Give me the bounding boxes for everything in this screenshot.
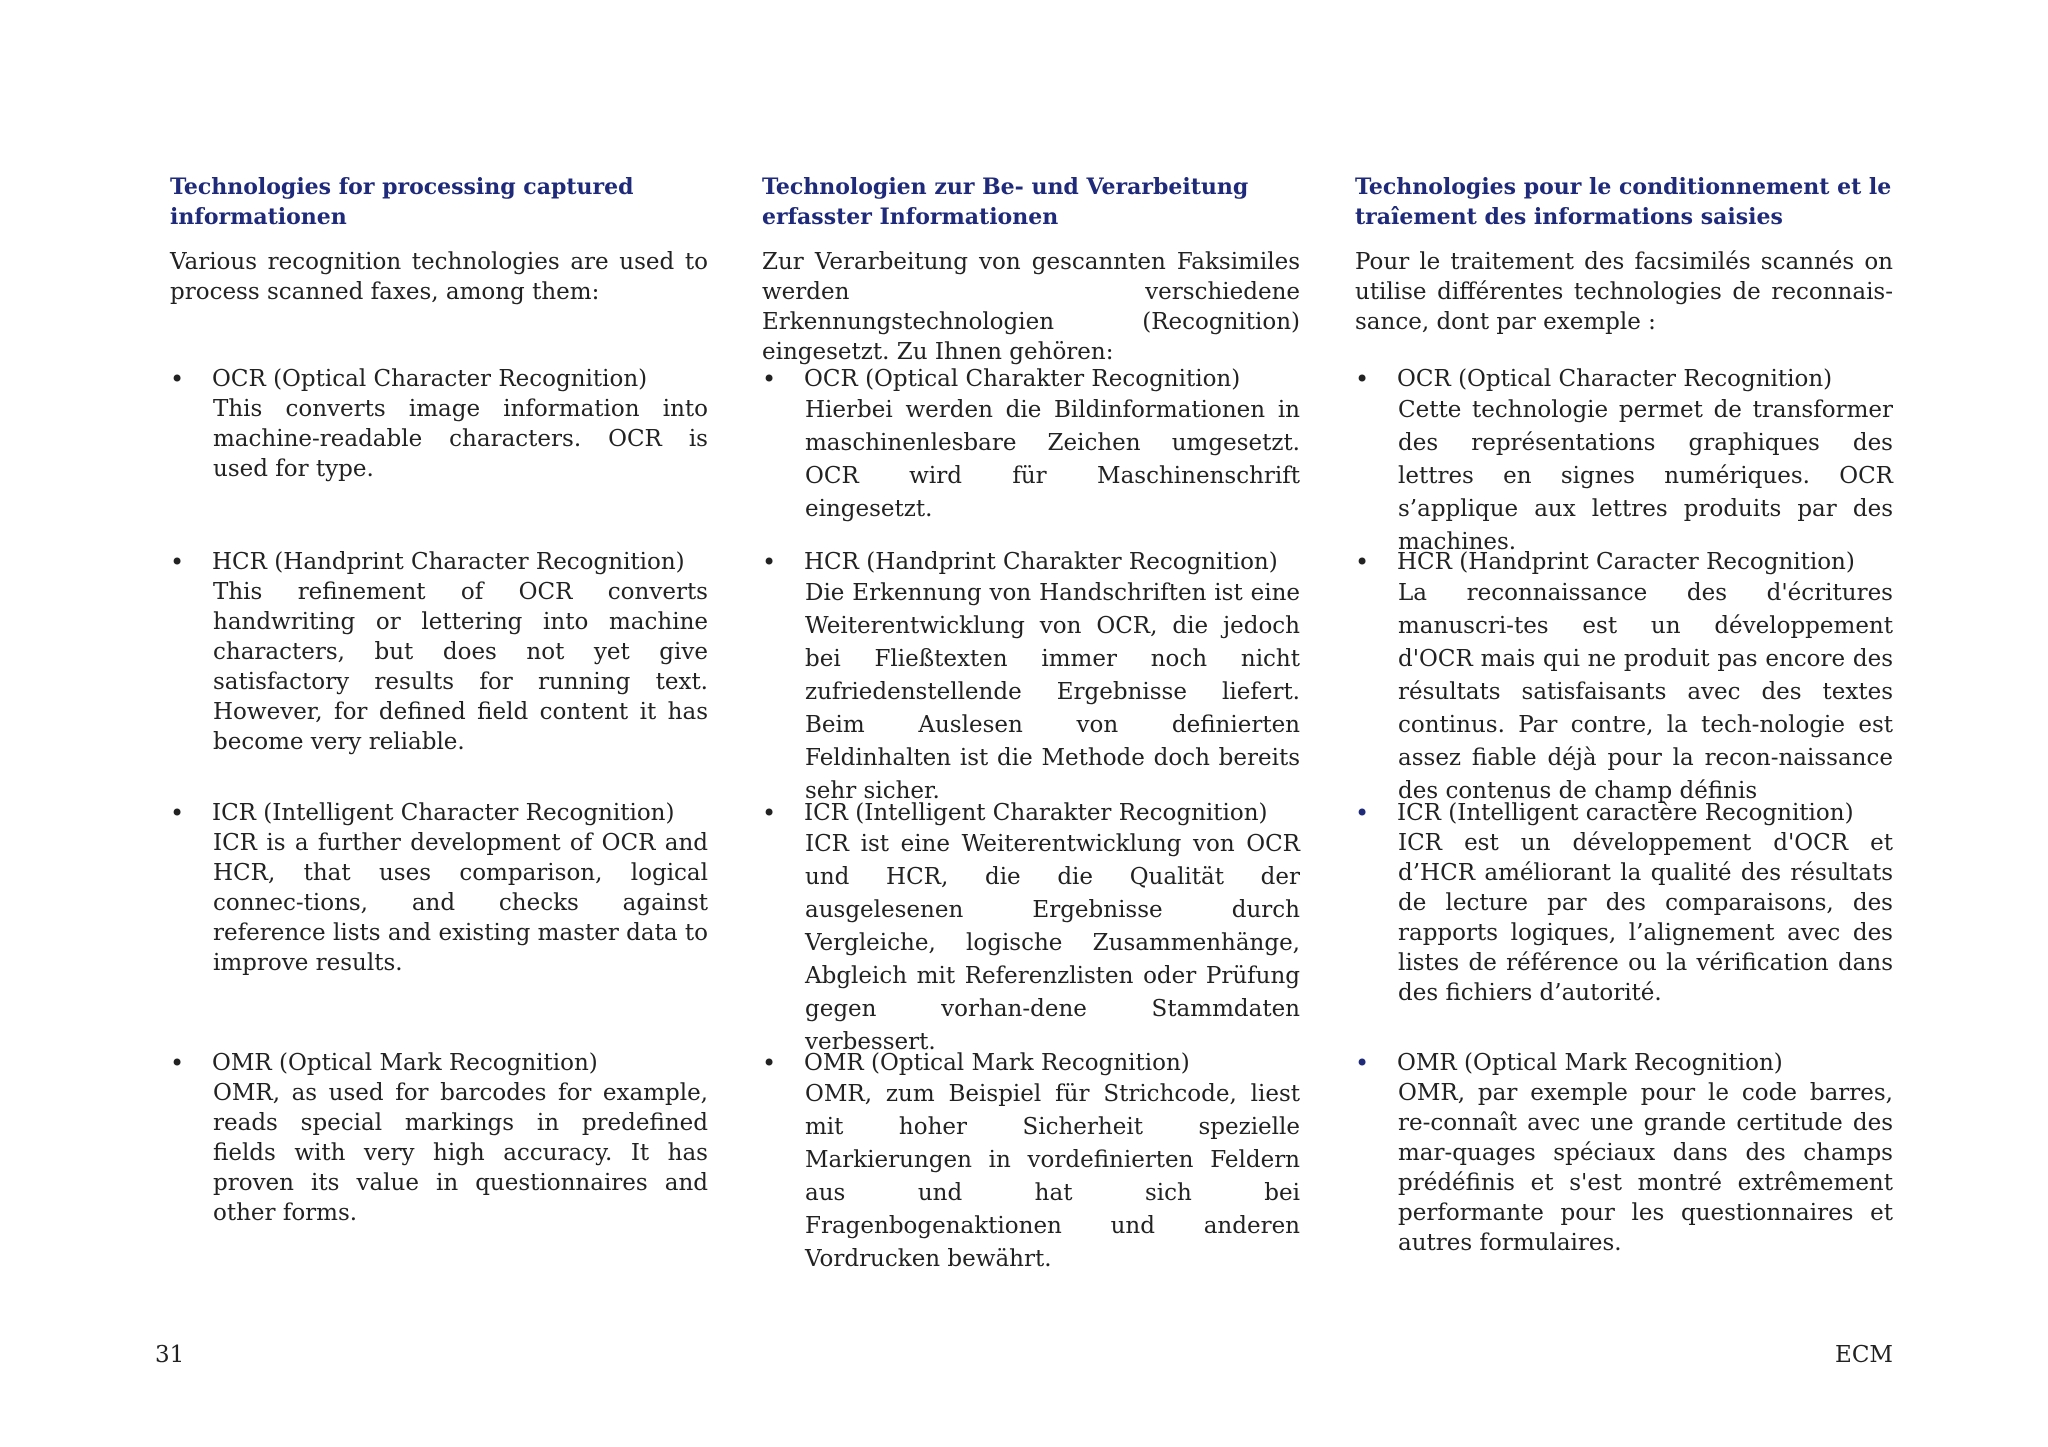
heading-english: Technologies for processing captured informationen (170, 174, 634, 230)
bullet-icon: • (762, 365, 777, 393)
bullet-icon: • (170, 365, 185, 393)
bullet-icon: • (170, 799, 185, 827)
item-text: OMR, par exemple pour le code barres, re-connaît avec une grande certitude des mar-quages spéciaux dans des champs prédéfinis et s'est montré extrêmement performante pour les questionnaires et autres formulaires. (1398, 1080, 1893, 1256)
item-text: This refinement of OCR converts handwriting or lettering into machine characters, but does not yet give satisfactory results for running text. However, for defined field content it has become very reliable. (213, 579, 708, 755)
bullet-icon: • (762, 548, 777, 576)
heading-german: Technologien zur Be- und Verarbeitung erfasster Informationen (762, 174, 1249, 230)
item-text: Hierbei werden die Bildinformationen in maschinenlesbare Zeichen umgesetzt. OCR wird für Maschinenschrift eingesetzt. (805, 397, 1300, 522)
item-title: OCR (Optical Character Recognition) (1397, 366, 1833, 392)
heading-french: Technologies pour le conditionnement et le traîement des informations saisies (1355, 174, 1892, 230)
column-english (170, 172, 708, 1226)
item-title: OCR (Optical Character Recognition) (212, 366, 648, 392)
list-item-hcr-french (1355, 547, 1893, 808)
list-item-ocr-french (1355, 364, 1893, 559)
bullet-icon: • (1355, 365, 1370, 393)
item-text: ICR is a further development of OCR and HCR, that uses comparison, logical connec-tions, and checks against reference lists and existing master data to improve results. (213, 830, 708, 976)
list-item-omr-german (762, 1048, 1300, 1276)
intro-english: Various recognition technologies are used to process scanned faxes, among them: (170, 249, 708, 305)
list-item-icr-french (1355, 798, 1893, 1008)
bullet-icon: • (1355, 548, 1370, 576)
item-title: ICR (Intelligent caractère Recognition) (1397, 800, 1854, 826)
list-item-omr-french (1355, 1048, 1893, 1258)
item-text: This converts image information into machine-readable characters. OCR is used for type. (213, 396, 708, 482)
item-title: ICR (Intelligent Character Recognition) (212, 800, 675, 826)
item-title: HCR (Handprint Caracter Recognition) (1397, 549, 1855, 575)
bullet-icon: • (1355, 1049, 1370, 1077)
bullet-icon: • (762, 1049, 777, 1077)
item-title: ICR (Intelligent Charakter Recognition) (804, 800, 1268, 826)
footer-section-label: ECM (1835, 1342, 1893, 1368)
item-title: OCR (Optical Charakter Recognition) (804, 366, 1241, 392)
list-item-hcr-german (762, 547, 1300, 808)
intro-french: Pour le traitement des facsimilés scannés on utilise différentes technologies de reconnais-sance, dont par exemple : (1355, 249, 1893, 335)
list-item-icr-german (762, 798, 1300, 1059)
item-text: ICR est un développement d'OCR et d’HCR améliorant la qualité des résultats de lecture par des comparaisons, des rapports logiques, l’alignement avec des listes de référence ou la vérification dans des fichiers d’autorité. (1398, 830, 1893, 1006)
list-item-omr-english (170, 1048, 708, 1228)
item-text: OMR, zum Beispiel für Strichcode, liest mit hoher Sicherheit spezielle Markierungen in vordefinierten Feldern aus und hat sich bei Fragenbogenaktionen und anderen Vordrucken bewährt. (805, 1081, 1300, 1272)
item-title: HCR (Handprint Charakter Recognition) (804, 549, 1278, 575)
item-text: Die Erkennung von Handschriften ist eine Weiterentwicklung von OCR, die jedoch bei Fließtexten immer noch nicht zufriedenstellende Ergebnisse liefert. Beim Auslesen von definierten Feldinhalten ist die Methode doch bereits sehr sicher. (805, 580, 1300, 804)
item-text: La reconnaissance des d'écritures manuscri-tes est un développement d'OCR mais qui ne produit pas encore des résultats satisfaisants avec des textes continus. Par contre, la tech-nologie est assez fiable déjà pour la recon-naissance des contenus de champ définis (1398, 580, 1893, 804)
list-item-icr-english (170, 798, 708, 978)
column-german (762, 172, 1300, 1272)
item-text: OMR, as used for barcodes for example, reads special markings in predefined fields with very high accuracy. It has proven its value in questionnaires and other forms. (213, 1080, 708, 1226)
bullet-icon: • (170, 1049, 185, 1077)
item-text: Cette technologie permet de transformer des représentations graphiques des lettres en signes numériques. OCR s’applique aux lettres produits par des machines. (1398, 397, 1893, 555)
column-french (1355, 172, 1893, 1256)
bullet-icon: • (762, 799, 777, 827)
item-title: OMR (Optical Mark Recognition) (804, 1050, 1190, 1076)
list-item-ocr-german (762, 364, 1300, 526)
bullet-icon: • (1355, 799, 1370, 827)
item-text: ICR ist eine Weiterentwicklung von OCR und HCR, die die Qualität der ausgelesenen Ergebnisse durch Vergleiche, logische Zusammenhänge, Abgleich mit Referenzlisten oder Prüfung gegen vorhan-dene Stammdaten verbessert. (805, 831, 1300, 1055)
bullet-icon: • (170, 548, 185, 576)
list-item-ocr-english (170, 364, 708, 484)
item-title: OMR (Optical Mark Recognition) (212, 1050, 598, 1076)
item-title: OMR (Optical Mark Recognition) (1397, 1050, 1783, 1076)
intro-german: Zur Verarbeitung von gescannten Faksimiles werden verschiedene Erkennungstechnologien (Recognition) eingesetzt. Zu Ihnen gehören: (762, 249, 1300, 365)
page-number: 31 (155, 1342, 185, 1368)
item-title: HCR (Handprint Character Recognition) (212, 549, 685, 575)
list-item-hcr-english (170, 547, 708, 757)
